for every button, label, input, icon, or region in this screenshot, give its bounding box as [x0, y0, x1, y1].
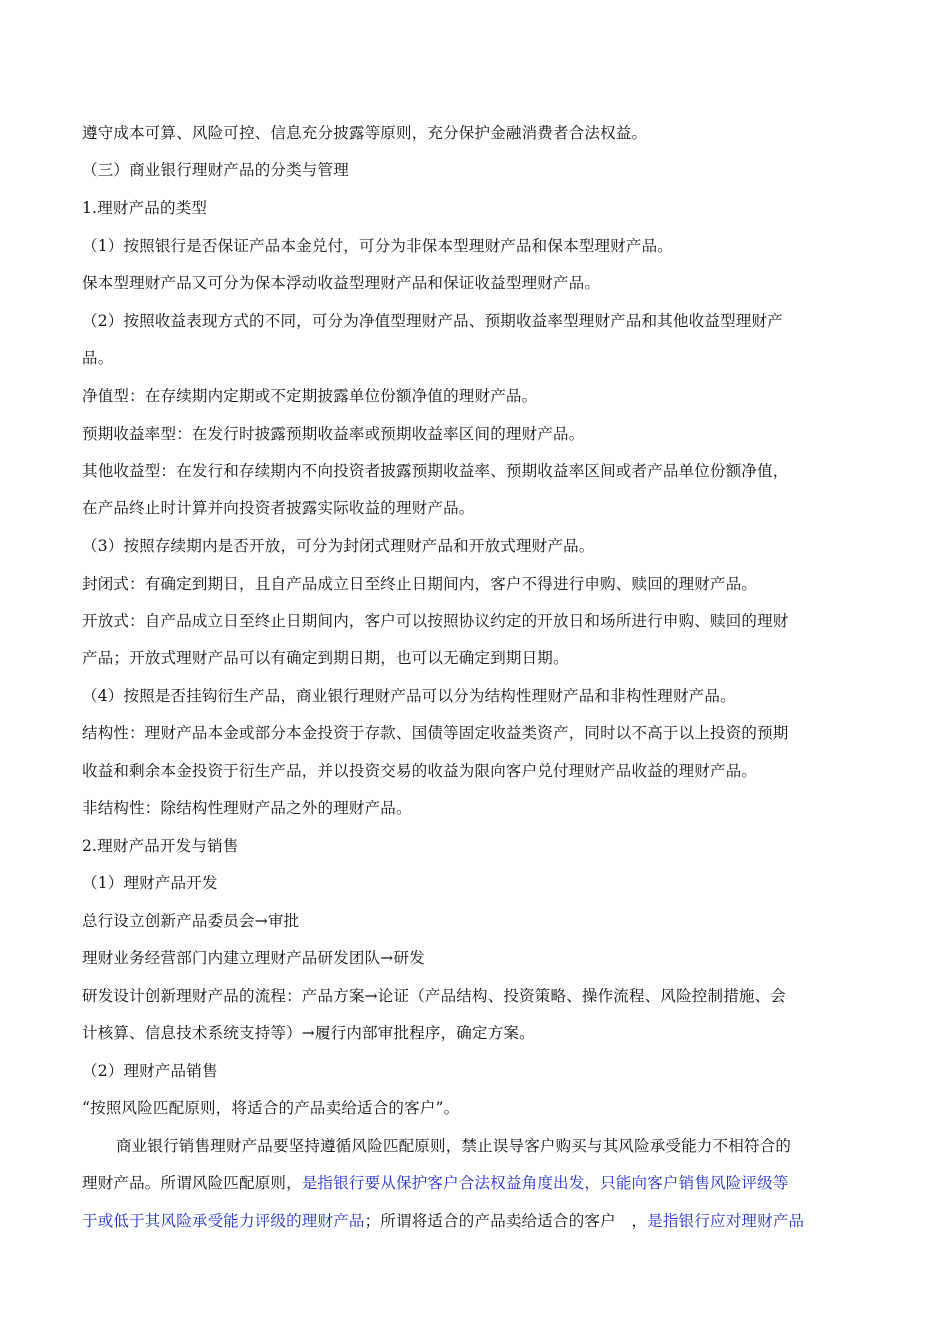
text-line: 理财业务经营部门内建立理财产品研发团队→研发: [82, 949, 425, 967]
quote-line: “按照风险匹配原则，将适合的产品卖给适合的客户”。: [82, 1099, 460, 1117]
text-line: 收益和剩余本金投资于衍生产品，并以投资交易的收益为限向客户兑付理财产品收益的理财产品。: [82, 762, 758, 780]
paragraph-line: [82, 1172, 789, 1194]
text-line: 总行设立创新产品委员会→审批: [82, 912, 300, 930]
text-line: 遵守成本可算、风险可控、信息充分披露等原则，充分保护金融消费者合法权益。: [82, 124, 648, 142]
subsection-heading: 2.理财产品开发与销售: [82, 837, 239, 855]
text-line: （4）按照是否挂钩衍生产品，商业银行理财产品可以分为结构性理财产品和非构性理财产品。: [82, 687, 736, 705]
plain-text: ；所谓将适合的产品卖给适合的客户 ，: [364, 1212, 648, 1230]
text-line: （2）按照收益表现方式的不同，可分为净值型理财产品、预期收益率型理财产品和其他收益型理财产: [82, 312, 783, 330]
text-line: 净值型：在存续期内定期或不定期披露单位份额净值的理财产品。: [82, 387, 538, 405]
text-line: 研发设计创新理财产品的流程：产品方案→论证（产品结构、投资策略、操作流程、风险控制措施、会: [82, 987, 786, 1005]
text-line: （2）理财产品销售: [82, 1062, 218, 1080]
text-line: 封闭式：有确定到期日，且自产品成立日至终止日期间内，客户不得进行申购、赎回的理财产品。: [82, 575, 758, 593]
highlighted-text: 是指银行要从保护客户合法权益角度出发，只能向客户销售风险评级等: [301, 1174, 789, 1192]
highlighted-text: 是指银行应对理财产品: [647, 1212, 805, 1230]
subsection-heading: 1.理财产品的类型: [82, 199, 208, 217]
paragraph-line: 商业银行销售理财产品要坚持遵循风险匹配原则，禁止误导客户购买与其风险承受能力不相符合的: [116, 1137, 792, 1155]
text-line: 其他收益型：在发行和存续期内不向投资者披露预期收益率、预期收益率区间或者产品单位份额净值，: [82, 462, 789, 480]
text-line: （3）按照存续期内是否开放，可分为封闭式理财产品和开放式理财产品。: [82, 537, 595, 555]
text-line: （1）理财产品开发: [82, 874, 218, 892]
text-line: 非结构性：除结构性理财产品之外的理财产品。: [82, 799, 412, 817]
highlighted-text: 于或低于其风险承受能力评级的理财产品: [82, 1212, 365, 1230]
text-line: 结构性：理财产品本金或部分本金投资于存款、国债等固定收益类资产，同时以不高于以上投资的预期: [82, 724, 789, 742]
text-line: 计核算、信息技术系统支持等）→履行内部审批程序，确定方案。: [82, 1024, 535, 1042]
text-line: （1）按照银行是否保证产品本金兑付，可分为非保本型理财产品和保本型理财产品。: [82, 237, 673, 255]
text-line: 产品；开放式理财产品可以有确定到期日期，也可以无确定到期日期。: [82, 649, 569, 667]
text-line: 开放式：自产品成立日至终止日期间内，客户可以按照协议约定的开放日和场所进行申购、赎回的理财: [82, 612, 789, 630]
text-line: 预期收益率型：在发行时披露预期收益率或预期收益率区间的理财产品。: [82, 425, 585, 443]
section-heading: （三）商业银行理财产品的分类与管理: [82, 161, 349, 179]
text-line: 在产品终止时计算并向投资者披露实际收益的理财产品。: [82, 499, 475, 517]
paragraph-line: [82, 1210, 804, 1232]
plain-text: 理财产品。所谓风险匹配原则，: [82, 1174, 302, 1192]
text-line: 保本型理财产品又可分为保本浮动收益型理财产品和保证收益型理财产品。: [82, 274, 601, 292]
text-line: 品。: [82, 349, 114, 367]
